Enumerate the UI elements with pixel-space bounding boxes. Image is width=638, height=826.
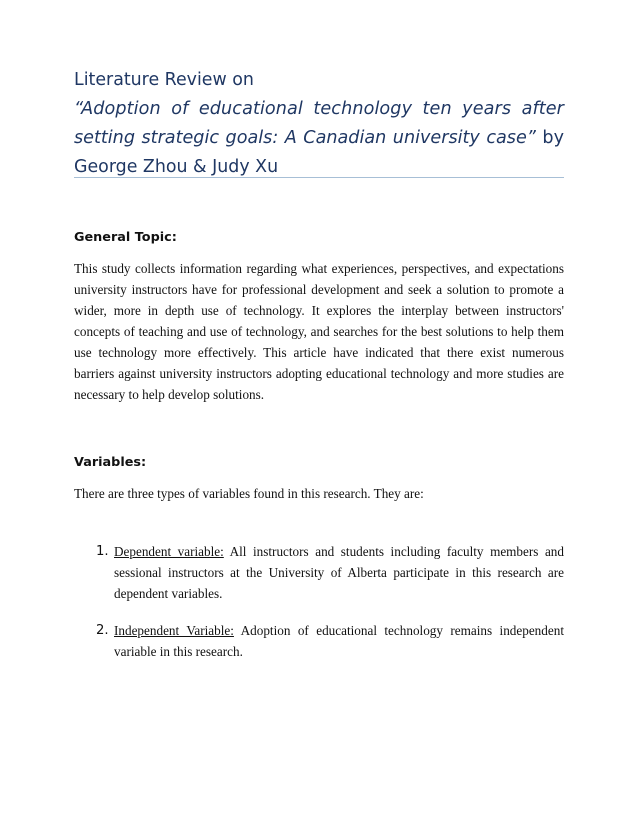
title-line-paper-2 [74, 124, 564, 153]
general-topic-heading: General Topic: [74, 230, 177, 245]
list-item-text: All instructors and students including faculty members and sessional instructors at the University of Alberta participate in this research are dependent variables. [114, 544, 564, 601]
list-item [96, 620, 564, 662]
variables-heading: Variables: [74, 455, 147, 470]
list-item-content [114, 620, 564, 662]
list-item-label: Independent Variable: [114, 623, 234, 638]
variables-intro: There are three types of variables found in this research. They are: [74, 486, 424, 501]
document-title [74, 66, 564, 182]
list-item-text: Adoption of educational technology remains independent variable in this research. [114, 623, 564, 659]
title-paper-part-2: setting strategic goals: A Canadian university case” [74, 128, 536, 148]
title-authors: George Zhou & Judy Xu [74, 157, 279, 177]
list-item-content [114, 541, 564, 604]
general-topic-body: This study collects information regarding what experiences, perspectives, and expectations university instructors have for professional development and seek a solution to promote a wider, more in depth use of technology. It explores the interplay between instructors' concepts of teaching and use of technology, and searches for the best solutions to help them use technology more effectively. This article have indicated that there exist numerous barriers against university instructors adopting educational technology and more studies are necessary to help develop solutions. [74, 261, 564, 402]
title-line-paper-1: “Adoption of educational technology ten years after [74, 99, 564, 119]
list-item-number: 2. [96, 623, 109, 638]
list-item [96, 541, 564, 604]
title-line-review: Literature Review on [74, 70, 254, 90]
title-by: by [535, 128, 564, 148]
list-item-number: 1. [96, 544, 109, 559]
title-divider [74, 177, 564, 178]
list-item-label: Dependent variable: [114, 544, 224, 559]
